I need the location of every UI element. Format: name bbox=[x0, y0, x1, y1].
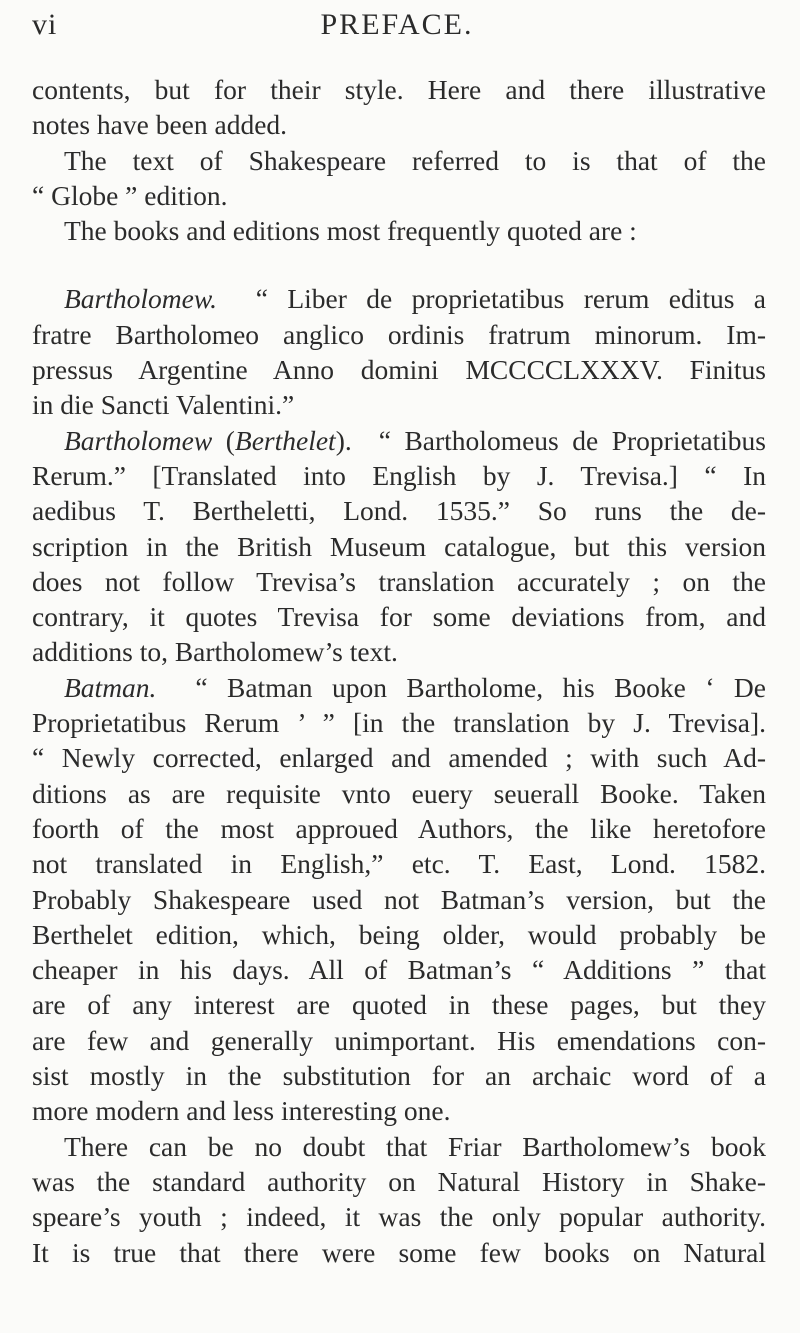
text-line: contents, but for their style. Here and there illustrative bbox=[32, 74, 766, 105]
text-line: ditions as are requisite vnto euery seuerall Booke. Taken bbox=[32, 777, 766, 809]
text-line: in die Sancti Valentini.” bbox=[32, 389, 295, 421]
page-header bbox=[32, 8, 762, 48]
text-line: speare’s youth ; indeed, it was the only popular authority. bbox=[32, 1201, 766, 1233]
entry-text: “ Bartholomeus de Proprietatibus bbox=[378, 424, 767, 456]
entry-name: Batman. bbox=[64, 671, 157, 703]
text-line: foorth of the most approued Authors, the like heretofore bbox=[32, 812, 766, 844]
text-line: Rerum.” [Translated into English by J. Trevisa.] “ In bbox=[32, 459, 766, 491]
entry-text: “ Batman upon Bartholome, his Booke ‘ De bbox=[195, 671, 767, 703]
entry-name: Bartholomew. bbox=[64, 283, 218, 315]
page-body bbox=[32, 72, 766, 1270]
text-line: The text of Shakespeare referred to is that of the bbox=[64, 144, 766, 176]
entry-text: “ Liber de proprietatibus rerum editus a bbox=[255, 283, 767, 315]
text-line: Berthelet edition, which, being older, would probably be bbox=[32, 918, 766, 950]
text-line: scription in the British Museum catalogue, but this version bbox=[32, 530, 766, 562]
text-line: are few and generally unimportant. His emendations con- bbox=[32, 1024, 766, 1056]
text-line: additions to, Bartholomew’s text. bbox=[32, 636, 398, 668]
entry-edition-name: Berthelet bbox=[234, 424, 336, 456]
text-line: was the standard authority on Natural History in Shake- bbox=[32, 1165, 766, 1197]
text-line: Probably Shakespeare used not Batman’s version, but the bbox=[32, 883, 766, 915]
text-line: contrary, it quotes Trevisa for some deviations from, and bbox=[32, 601, 766, 633]
running-title: PREFACE. bbox=[320, 8, 474, 41]
bibliography-entry-bartholomew bbox=[32, 281, 766, 316]
text-line: not translated in English,” etc. T. East, Lond. 1582. bbox=[32, 848, 766, 880]
text-line: notes have been added. bbox=[32, 109, 288, 141]
text-line: pressus Argentine Anno domini MCCCCLXXXV. Finitus bbox=[32, 354, 766, 386]
bibliography-entry-berthelet: Bartholomew (Berthelet). “ Bartholomeus de Proprietatibus bbox=[64, 424, 767, 456]
text-line: sist mostly in the substitution for an archaic word of a bbox=[32, 1060, 766, 1092]
text-line: does not follow Trevisa’s translation accurately ; on the bbox=[32, 565, 766, 597]
text-line: more modern and less interesting one. bbox=[32, 1095, 451, 1127]
text-line: aedibus T. Bertheletti, Lond. 1535.” So runs the de- bbox=[32, 495, 766, 527]
text-line: “ Globe ” edition. bbox=[32, 179, 228, 211]
section-gap bbox=[32, 248, 766, 281]
bibliography-entry-batman bbox=[32, 670, 766, 705]
text-line: are of any interest are quoted in these pages, but they bbox=[32, 989, 766, 1021]
text-line: Proprietatibus Rerum ’ ” [in the translation by J. Trevisa]. bbox=[32, 707, 766, 739]
entry-name: Bartholomew bbox=[64, 424, 213, 456]
page-number: vi bbox=[32, 8, 58, 41]
text-line: It is true that there were some few books on Natural bbox=[32, 1236, 766, 1268]
text-line: cheaper in his days. All of Batman’s “ Additions ” that bbox=[32, 954, 766, 986]
text-line: “ Newly corrected, enlarged and amended ; with such Ad- bbox=[32, 742, 766, 774]
text-line: fratre Bartholomeo anglico ordinis fratrum minorum. Im- bbox=[32, 318, 766, 350]
text-line: There can be no doubt that Friar Bartholomew’s book bbox=[64, 1130, 766, 1162]
text-line: The books and editions most frequently quoted are : bbox=[64, 215, 637, 247]
